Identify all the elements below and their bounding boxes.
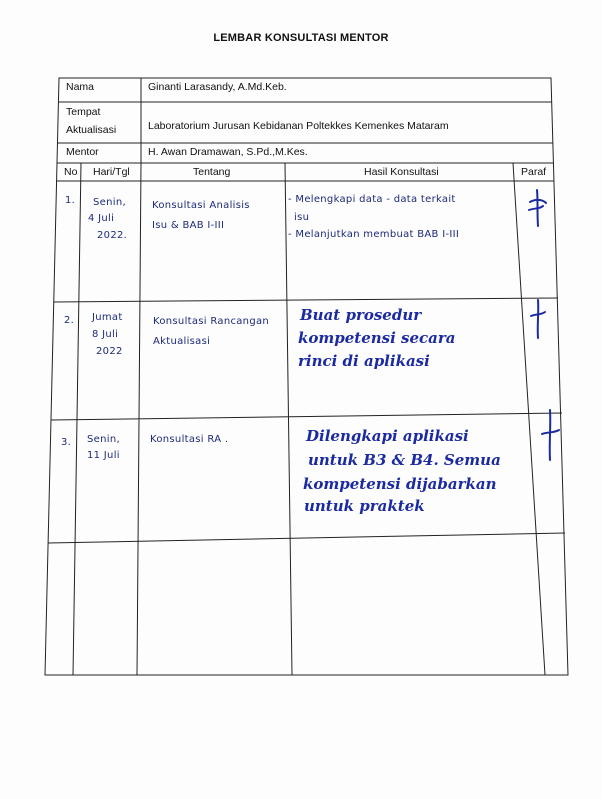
row-date-line: 4 Juli — [88, 213, 115, 224]
row-number: 3. — [61, 437, 72, 448]
row-topic-line: Konsultasi Analisis — [152, 200, 250, 211]
row-result-line: - Melengkapi data - data terkait — [288, 194, 456, 205]
row-result-line: - Melanjutkan membuat BAB I-III — [288, 229, 460, 240]
row-result-line: untuk B3 & B4. Semua — [308, 451, 501, 469]
row-number: 1. — [65, 195, 76, 206]
row-result-line: kompetensi dijabarkan — [303, 475, 497, 493]
row-result-line: isu — [294, 212, 310, 223]
column-header-date: Hari/Tgl — [93, 166, 130, 178]
row-date-line: 11 Juli — [87, 450, 120, 461]
column-header-signature: Paraf — [521, 166, 547, 178]
row-date-line: 8 Juli — [92, 329, 119, 340]
place-label-line1: Tempat — [66, 106, 101, 118]
row-date-line: 2022 — [96, 346, 123, 357]
name-label: Nama — [66, 81, 95, 93]
row-result-line: rinci di aplikasi — [298, 352, 430, 370]
name-value: Ginanti Larasandy, A.Md.Keb. — [148, 81, 287, 93]
mentor-label: Mentor — [66, 146, 99, 158]
signature-mark — [527, 298, 549, 340]
row-result-line: Dilengkapi aplikasi — [306, 427, 469, 445]
row-result-line: kompetensi secara — [298, 329, 456, 347]
row-date-line: Senin, — [87, 434, 120, 445]
column-header-no: No — [64, 166, 78, 178]
place-value: Laboratorium Jurusan Kebidanan Poltekkes Kemenkes Mataram — [148, 120, 449, 132]
row-date-line: 2022. — [97, 230, 128, 241]
row-result-line: Buat prosedur — [300, 306, 422, 324]
row-date-line: Senin, — [93, 197, 126, 208]
signature-mark — [538, 408, 562, 462]
row-topic-line: Konsultasi RA . — [150, 434, 229, 445]
document-title: LEMBAR KONSULTASI MENTOR — [213, 32, 389, 44]
signature-mark — [524, 188, 550, 228]
row-date-line: Jumat — [92, 312, 123, 323]
row-result-line: untuk praktek — [304, 497, 425, 515]
row-topic-line: Aktualisasi — [153, 336, 211, 347]
row-topic-line: Isu & BAB I-III — [152, 220, 225, 231]
place-label-line2: Aktualisasi — [66, 124, 117, 136]
row-topic-line: Konsultasi Rancangan — [153, 316, 270, 327]
column-header-result: Hasil Konsultasi — [364, 166, 439, 178]
column-header-topic: Tentang — [193, 166, 231, 178]
row-number: 2. — [64, 315, 75, 326]
mentor-value: H. Awan Dramawan, S.Pd.,M.Kes. — [148, 146, 308, 158]
